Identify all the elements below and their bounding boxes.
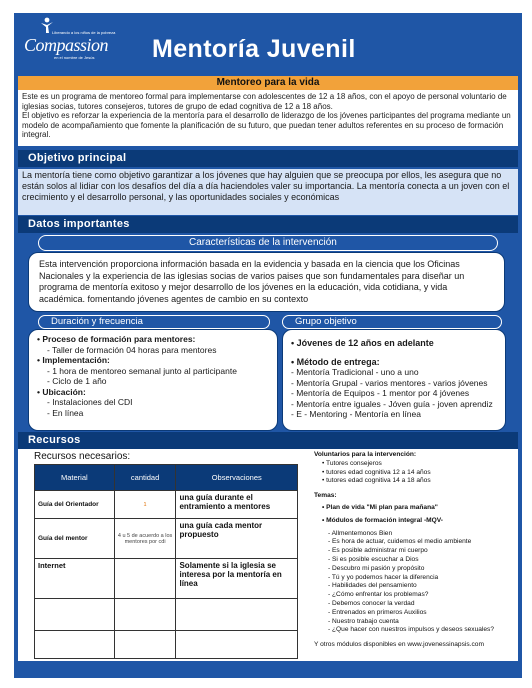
caracteristicas-title: Características de la intervención [38, 235, 498, 251]
taller-item: - Taller de formación 04 horas para mentores [47, 344, 217, 355]
flyer-page [14, 13, 522, 678]
intro-paragraph-2: El objetivo es reforzar la experiencia de la mentoría para el desarrollo de liderazgo de los jóvenes participantes del programa mediante un modelo de acompañamiento que fomente la planificación de su futuro, que puedan tener adultos referentes en su proceso de formación integral. [22, 111, 511, 139]
page-title: Mentoría Juvenil [152, 35, 356, 63]
cell-material [35, 599, 115, 631]
recursos-table [34, 464, 298, 659]
modulo-item: - Es hora de actuar, cuidemos el medio ambiente [328, 538, 472, 546]
grupo-title: Grupo objetivo [282, 315, 502, 329]
datos-heading: Datos importantes [18, 216, 518, 233]
table-row [35, 491, 298, 519]
modulo-item: - Es posible administrar mi cuerpo [328, 547, 428, 555]
intro-paragraph-1: Este es un programa de mentoreo formal para implementarse con adolescentes de 12 a 18 años, con el apoyo de personal voluntario de iglesias socias, tutores consejeros, tutores de grupo de edad cognitiva de 12 a 18 años. [22, 92, 507, 111]
cell-obs [176, 631, 298, 659]
cell-cantidad: 1 [114, 491, 176, 519]
voluntario-item: • Tutores consejeros [322, 459, 382, 467]
logo-sub: en el nombre de Jesús [54, 55, 95, 60]
instalaciones-item: - Instalaciones del CDI [47, 397, 133, 407]
proceso-label: • Proceso de formación para mentores: [37, 334, 196, 344]
table-row [35, 631, 298, 659]
hora-item: - 1 hora de mentoreo semanal junto al participante [47, 365, 237, 376]
objetivo-heading: Objetivo principal [18, 150, 518, 167]
cell-cantidad [114, 631, 176, 659]
metodo-item: - Mentoría Grupal - varios mentores - varios jóvenes [291, 377, 488, 388]
logo-brand: Compassion [24, 35, 109, 55]
modulo-item: - Si es posible escuchar a Dios [328, 555, 419, 563]
logo-tagline: Liberando a los niños de la pobreza [52, 30, 116, 35]
modulo-item: - Tú y yo podemos hacer la diferencia [328, 573, 439, 581]
cell-obs [176, 599, 298, 631]
table-header-row [35, 465, 298, 491]
metodo-label: • Método de entrega: [291, 356, 380, 367]
voluntario-item: • tutores edad cognitiva 14 a 18 años [322, 477, 431, 485]
modulo-item: - ¿Que hacer con nuestros impulsos y deseos sexuales? [328, 626, 495, 634]
recursos-subtitle: Recursos necesarios: [34, 451, 131, 462]
header [14, 13, 522, 75]
temas-title: Temas: [314, 492, 337, 500]
cell-cantidad [114, 559, 176, 599]
column-header: cantidad [114, 465, 176, 491]
caracteristicas-text: Esta intervención proporciona información basada en la evidencia y basada en la ciencia que los Oficinas Nacionales y la experiencia de las iglesias socias de varios paises que son fundamentales para diseñar un programa de mentoría exitoso y mejor desarrollo de los jóvenes en la educación, vida cotidiana, y vida académica. fomentando jóvenes agentes de cambio en su contexto [28, 252, 505, 312]
cell-material: Guía del Orientador [35, 491, 115, 519]
voluntario-item: • tutores edad cognitiva 12 a 14 años [322, 468, 431, 476]
ciclo-item: - Ciclo de 1 año [47, 376, 107, 386]
compassion-logo [22, 17, 132, 65]
cell-obs: una guía cada mentor propuesto [176, 519, 298, 559]
grupo-box [282, 329, 506, 431]
cell-material [35, 631, 115, 659]
recursos-right [314, 451, 514, 650]
modulo-item: - ¿Cómo enfrentar los problemas? [328, 591, 429, 599]
linea-item: - En línea [47, 407, 84, 418]
column-header: Material [35, 465, 115, 491]
ubicacion-label: • Ubicación: [37, 386, 86, 397]
cell-cantidad: 4 u 5 de acuerdo a los mentores por cdi [114, 519, 176, 559]
modulo-item: - Habilidades del pensamiento [328, 582, 417, 590]
metodo-item: - Mentoría entre iguales - Jóven guía - joven aprendiz [291, 398, 493, 409]
cell-obs: Solamente si la iglesia se interesa por la mentoría en línea [176, 559, 298, 599]
duracion-box [28, 329, 278, 431]
table-row [35, 599, 298, 631]
intro-heading: Mentoreo para la vida [18, 76, 518, 90]
modulo-item: - Nuestro trabajo cuenta [328, 617, 399, 625]
cell-cantidad [114, 599, 176, 631]
objetivo-text: La mentoría tiene como objetivo garantizar a los jóvenes que hay alguien que se preocupa por ellos, les asegura que no están solos al lidiar con los desafíos del día a día haciendoles valer su importancia. La mentoría conecta a un joven con el crecimiento y el desarrollo personal, y las oportunidades sociales y económicas [18, 169, 518, 215]
implementacion-label: • Implementación: [37, 355, 110, 365]
otros-modulos: Y otros módulos disponibles en www.jovenessinapsis.com [314, 641, 484, 649]
duracion-title: Duración y frecuencia [38, 315, 270, 329]
cell-obs: una guía durante el entramiento a mentores [176, 491, 298, 519]
modulo-item: - Debemos conocer la verdad [328, 599, 415, 607]
modulo-item: - Descubro mi pasión y propósito [328, 564, 425, 572]
modulo-item: - Allmentemonos Bien [328, 529, 393, 537]
jovenes-label: • Jóvenes de 12 años en adelante [291, 338, 434, 348]
plan-item: • Plan de vida "Mi plan para mañana" [322, 503, 438, 511]
cell-material: Guía del mentor [35, 519, 115, 559]
voluntarios-title: Voluntarios para la intervención: [314, 451, 417, 458]
table-row [35, 559, 298, 599]
modulos-title: • Módulos de formación integral -MQV- [322, 516, 444, 524]
metodo-item: - Mentoría de Equipos - 1 mentor por 4 jóvenes [291, 388, 470, 398]
table-row [35, 519, 298, 559]
metodo-item: - Mentoría Tradicional - uno a uno [291, 367, 419, 377]
modulo-item: - Entrenados en primeros Auxilios [328, 608, 427, 616]
cell-material: Internet [35, 559, 115, 599]
recursos-heading: Recursos [18, 432, 518, 449]
column-header: Observaciones [176, 465, 298, 491]
recursos-area [18, 449, 518, 661]
intro-text [18, 90, 518, 146]
metodo-item: - E - Mentoring - Mentoría en línea [291, 409, 421, 419]
